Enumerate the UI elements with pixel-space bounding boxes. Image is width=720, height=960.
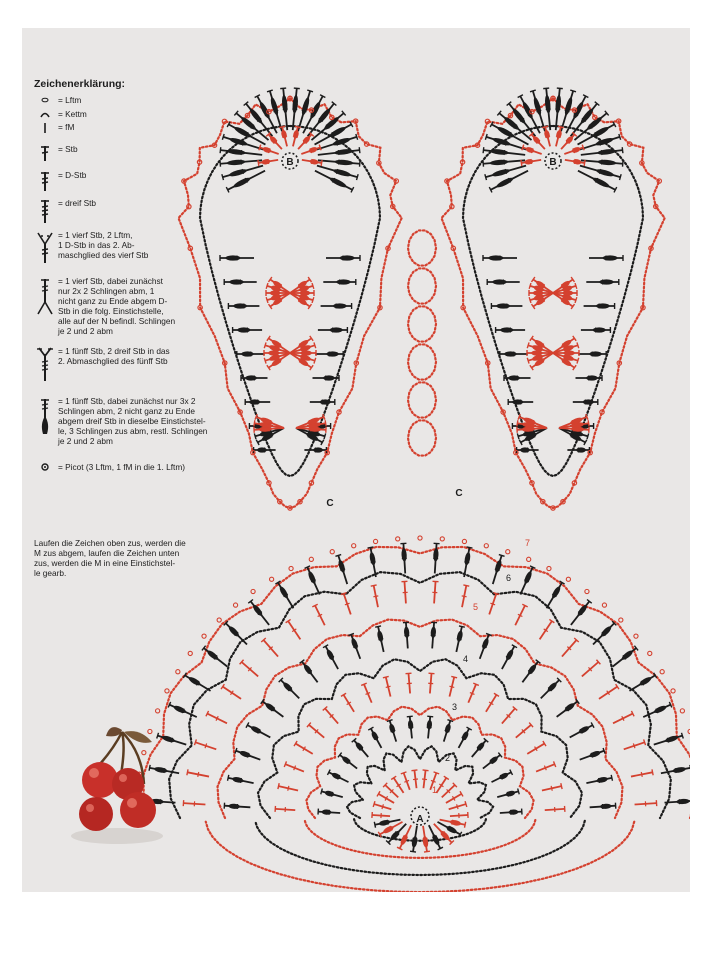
legend-text-double-treble: = D-Stb <box>58 170 87 180</box>
cherries-photo <box>62 718 172 848</box>
legend-item-treble <box>34 144 239 170</box>
legend-title: Zeichenerklärung: <box>34 78 126 90</box>
legend-text-single-crochet: = fM <box>58 122 75 132</box>
legend-item-quad-treble-split <box>34 276 239 346</box>
legend-text-quint-treble-cluster: = 1 fünff Stb, 2 dreif Stb in das 2. Abmaschglied des fünff Stb <box>58 346 170 366</box>
quad-treble-cluster-icon <box>35 230 55 264</box>
round-number-7: 7 <box>525 538 531 548</box>
symbol-legend <box>34 78 239 476</box>
right-start-label: C <box>455 488 463 499</box>
legend-text-quad-treble-split: = 1 vierf Stb, dabei zunächst nur 2x 2 Schlingen abm, 1 nicht ganz zu Ende abgem D- Stb in die folg. Einstichstelle, alle auf der N befindl. Schlingen je 2 und 2 abm <box>58 276 176 336</box>
legend-text-quad-treble-cluster: = 1 vierf Stb, 2 Lftm, 1 D-Stb in das 2. Ab- maschglied des vierf Stb <box>58 230 149 260</box>
center-join-chains <box>408 230 436 455</box>
legend-item-triple-treble <box>34 198 239 230</box>
fan-motif <box>134 536 690 892</box>
treble-icon <box>38 144 52 162</box>
legend-item-quint-treble-combined <box>34 396 239 462</box>
round-number-2: 2 <box>445 753 451 763</box>
right-motif-label: B <box>549 157 557 168</box>
legend-item-picot <box>34 462 239 476</box>
legend-text-slip-stitch: = Kettm <box>58 109 87 119</box>
round-number-3: 3 <box>452 702 458 712</box>
round-number-5: 5 <box>473 602 479 612</box>
left-motif-label: B <box>286 157 294 168</box>
chain-stitch-icon <box>39 95 51 105</box>
picot-icon <box>39 462 51 472</box>
legend-item-quad-treble-cluster <box>34 230 239 276</box>
legend-text-chain: = Lftm <box>58 95 82 105</box>
quint-treble-combined-icon <box>35 396 55 436</box>
legend-text-quint-treble-combined: = 1 fünff Stb, dabei zunächst nur 3x 2 Schlingen abm, 2 nicht ganz zu Ende abgem dreif Stb in dieselbe Einstichstel- le, 3 Schlingen zus abm, restl. Schlingen je 2 und 2 abm <box>58 396 208 446</box>
fan-center-label: A <box>416 814 424 825</box>
legend-item-quint-treble-cluster <box>34 346 239 396</box>
slip-stitch-icon <box>39 109 51 119</box>
round-number-4: 4 <box>463 654 469 664</box>
round-number-6: 6 <box>506 573 512 583</box>
legend-text-triple-treble: = dreif Stb <box>58 198 97 208</box>
single-crochet-icon <box>39 122 51 134</box>
round-number-1: 1 <box>432 785 438 795</box>
quint-treble-cluster-icon <box>35 346 55 382</box>
legend-note: Laufen die Zeichen oben zus, werden die M zus abgem, laufen die Zeichen unten zus, werden die M in eine Einstichstel- le gearb. <box>34 538 186 578</box>
legend-item-chain <box>34 95 239 109</box>
legend-item-single-crochet <box>34 122 239 144</box>
double-treble-icon <box>38 170 52 192</box>
legend-text-picot: = Picot (3 Lftm, 1 fM in die 1. Lftm) <box>58 462 186 472</box>
left-start-label: C <box>326 498 334 509</box>
quad-treble-split-icon <box>35 276 55 316</box>
legend-item-double-treble <box>34 170 239 198</box>
legend-item-slip-stitch <box>34 109 239 122</box>
legend-text-treble: = Stb <box>58 144 78 154</box>
triple-treble-icon <box>38 198 52 224</box>
magazine-page <box>22 28 690 892</box>
right-butterfly-motif <box>441 88 664 510</box>
